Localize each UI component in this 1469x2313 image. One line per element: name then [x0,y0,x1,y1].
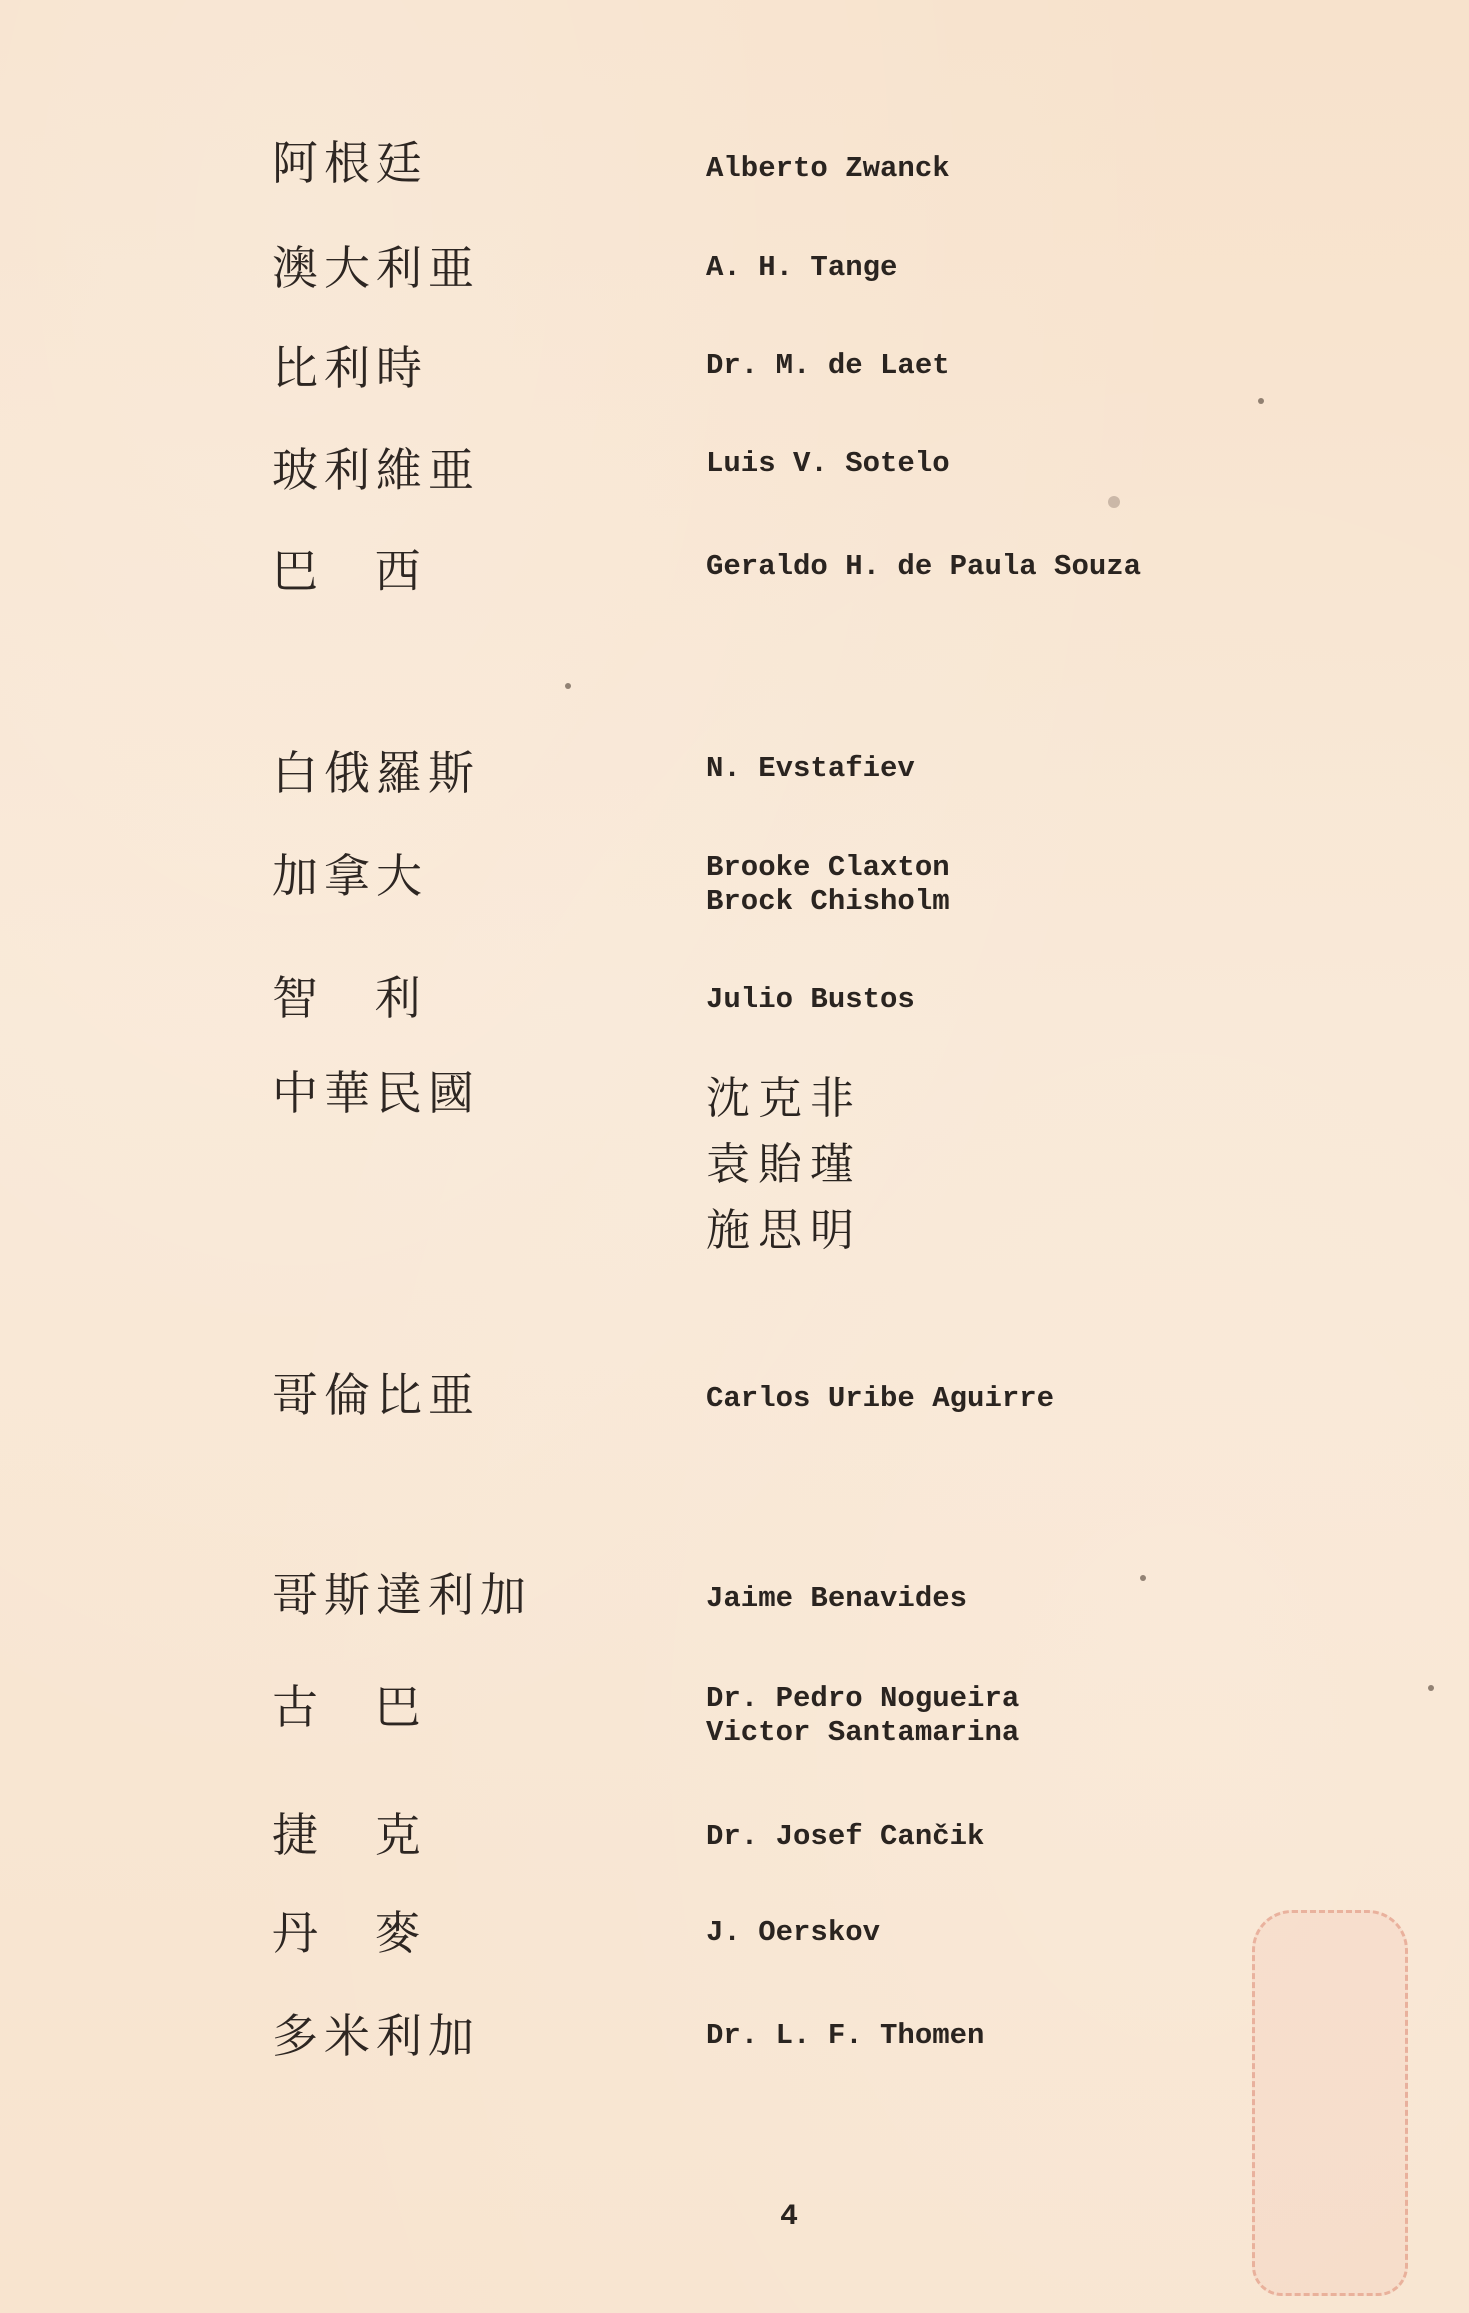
country-name: 捷 克 [272,1808,427,1862]
delegate-list [706,1382,1054,1416]
delegate-list [706,1682,1019,1750]
country-name: 阿根廷 [272,136,428,190]
country-name: 白俄羅斯 [272,746,480,800]
country-name: 加拿大 [272,849,428,903]
delegate-list [706,349,950,383]
delegate-list [706,2019,984,2053]
delegate-list [706,983,915,1017]
delegate-name: Carlos Uribe Aguirre [706,1382,1055,1415]
red-seal-stamp [1252,1910,1408,2296]
delegate-name: Alberto Zwanck [706,152,950,185]
page-number: 4 [780,2200,799,2234]
delegate-name: Dr. M. de Laet [706,349,950,382]
country-name: 澳大利亜 [272,241,480,295]
delegate-name: N. Evstafiev [706,752,915,785]
country-name: 玻利維亜 [272,443,480,497]
delegate-name: Jaime Benavides [706,1582,968,1615]
delegate-list [706,1820,984,1854]
delegate-name: Luis V. Sotelo [706,447,950,480]
country-name: 哥倫比亜 [272,1368,480,1422]
delegate-name: 袁貽瑾 [706,1139,862,1190]
country-name: 哥斯達利加 [272,1568,532,1622]
delegate-name: Brooke Claxton [706,851,950,884]
paper-speck [1140,1575,1146,1581]
delegate-name: J. Oerskov [706,1916,881,1949]
country-name: 中華民國 [272,1066,480,1120]
delegate-name: Victor Santamarina [706,1716,1020,1749]
country-name: 巴 西 [272,544,427,598]
delegate-list [706,1066,862,1264]
delegate-list [706,550,1141,584]
paper-speck [1428,1685,1434,1691]
delegate-name: Dr. L. F. Thomen [706,2019,985,2052]
country-name: 多米利加 [272,2009,480,2063]
paper-speck [565,683,571,689]
delegate-name: Geraldo H. de Paula Souza [706,550,1142,583]
delegate-name: Brock Chisholm [706,885,950,918]
delegate-name: A. H. Tange [706,251,898,284]
country-name: 比利時 [272,341,428,395]
delegate-list [706,1582,967,1616]
delegate-name: Julio Bustos [706,983,915,1016]
delegate-list [706,1916,880,1950]
delegate-name: Dr. Pedro Nogueira [706,1682,1020,1715]
country-name: 智 利 [272,971,427,1025]
delegate-list [706,447,950,481]
delegate-list [706,152,950,186]
delegate-name: 沈克非 [706,1073,862,1124]
delegate-name: Dr. Josef Cančik [706,1820,985,1853]
country-name: 古 巴 [272,1680,427,1734]
delegate-list [706,752,915,786]
delegate-list [706,251,897,285]
delegate-name: 施思明 [706,1205,862,1256]
paper-speck [1108,496,1120,508]
country-name: 丹 麥 [272,1906,427,1960]
delegate-list [706,851,950,919]
paper-speck [1258,398,1264,404]
